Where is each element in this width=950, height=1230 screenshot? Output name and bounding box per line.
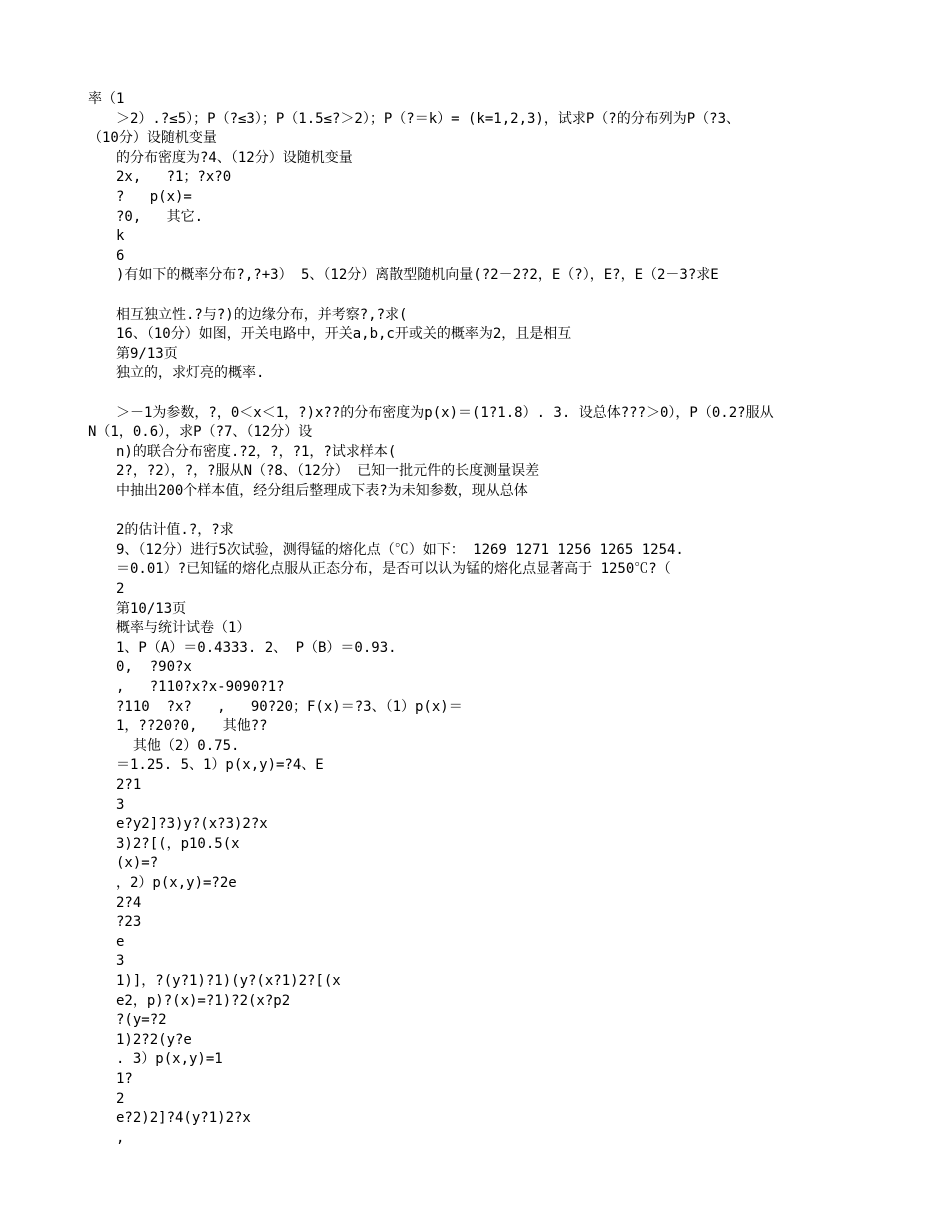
text-line: N（1，0.6），求P（?7、（12分）设 bbox=[88, 424, 313, 441]
text-line: 1)]，?(y?1)?1)(y?(x?1)2?[(x bbox=[116, 973, 341, 989]
text-line: 2 bbox=[116, 1090, 125, 1107]
text-line: ?23 bbox=[116, 914, 142, 931]
text-line: 9、（12分）进行5次试验，测得锰的熔化点（℃）如下： 1269 1271 1256 1265 1254. bbox=[116, 541, 684, 558]
text-line: ? p(x)= bbox=[116, 189, 192, 205]
text-line: 3)2?[(，p10.5(x bbox=[116, 835, 240, 852]
text-line: ，2）p(x,y)=?2e bbox=[116, 875, 237, 891]
text-line: 第9/13页 bbox=[116, 345, 178, 362]
text-line: 1? bbox=[116, 1071, 133, 1087]
text-line: 2?，?2），?，?服从N（?8、（12分） 已知一批元件的长度测量误差 bbox=[116, 463, 540, 480]
text-line: 6 bbox=[116, 247, 125, 264]
text-line: ＝0.01）?已知锰的熔化点服从正态分布，是否可以认为锰的熔化点显著高于 1250℃?（ bbox=[116, 561, 671, 578]
text-line: 1、P（A）＝0.4333. 2、 P（B）＝0.93. bbox=[116, 639, 397, 656]
text-line: 1)2?2(y?e bbox=[116, 1031, 192, 1048]
text-line: 的分布密度为?4、（12分）设随机变量 bbox=[116, 149, 353, 166]
text-line: e2，p)?(x)=?1)?2(x?p2 bbox=[116, 992, 291, 1009]
text-line: 其他（2）0.75. bbox=[116, 737, 240, 754]
text-line: ＞－1为参数，?，0＜x＜1，?)x??的分布密度为p(x)＝(1?1.8）. 3. 设总体???＞0），P（0.2?服从 bbox=[116, 404, 774, 421]
text-line: 概率与统计试卷（1） bbox=[116, 620, 251, 637]
text-line: ?0, 其它. bbox=[116, 208, 204, 225]
text-line: )有如下的概率分布?,?+3） 5、（12分）离散型随机向量(?2－2?2，E（?），E?，E（2－3?求E bbox=[116, 267, 719, 284]
text-line: 3 bbox=[116, 953, 125, 970]
text-line: 2?1 bbox=[116, 777, 142, 793]
text-line: 16、（10分）如图，开关电路中，开关a,b,c开或关的概率为2，且是相互 bbox=[116, 326, 572, 343]
text-line: e?2)2]?4(y?1)2?x bbox=[116, 1110, 251, 1127]
text-line: 2x, ?1；?x?0 bbox=[116, 169, 232, 186]
text-line: (x)=? bbox=[116, 855, 159, 872]
text-line: ?(y=?2 bbox=[116, 1012, 167, 1029]
text-line: ＞2）.?≤5）；P（?≤3）；P（1.5≤?＞2）；P（?＝k）= (k=1,2,3)，试求P（?的分布列为P（?3、 bbox=[116, 110, 741, 127]
text-line: 率（1 bbox=[88, 91, 125, 107]
text-line: （10分）设随机变量 bbox=[88, 130, 217, 147]
text-line: ＝1.25. 5、1）p(x,y)=?4、E bbox=[116, 757, 324, 774]
text-line: , bbox=[116, 1129, 125, 1146]
text-line: , ?110?x?x-9090?1? bbox=[116, 679, 285, 695]
text-line: e bbox=[116, 933, 125, 950]
text-line: 2的估计值.?，?求 bbox=[116, 522, 234, 539]
text-line: k bbox=[116, 228, 125, 245]
text-line: ?110 ?x? , 90?20；F(x)＝?3、（1）p(x)＝ bbox=[116, 698, 463, 715]
text-line: 1，??20?0, 其他?? bbox=[116, 718, 268, 735]
text-line: 0, ?90?x bbox=[116, 659, 192, 676]
text-line: 3 bbox=[116, 796, 125, 813]
text-line: 第10/13页 bbox=[116, 600, 187, 617]
text-line: 2 bbox=[116, 581, 125, 597]
text-line: 2?4 bbox=[116, 894, 142, 911]
text-line: 中抽出200个样本值，经分组后整理成下表?为未知参数，现从总体 bbox=[116, 483, 528, 499]
text-line: n)的联合分布密度.?2，?，?1，?试求样本( bbox=[116, 443, 397, 460]
text-line: 独立的，求灯亮的概率. bbox=[116, 365, 265, 382]
text-line: . 3）p(x,y)=1 bbox=[116, 1051, 223, 1068]
text-line: e?y2]?3)y?(x?3)2?x bbox=[116, 816, 268, 833]
text-line: 相互独立性.?与?)的边缘分布，并考察?,?求( bbox=[116, 306, 408, 323]
